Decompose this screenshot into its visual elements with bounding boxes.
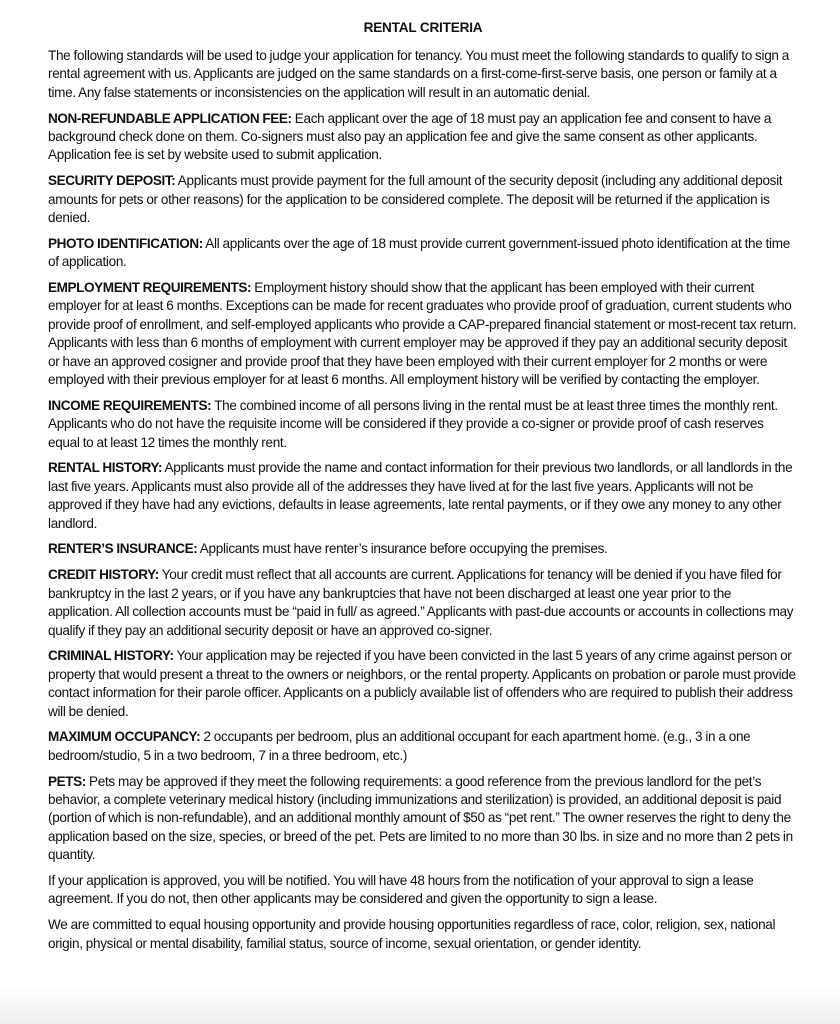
- section-text: Applicants must have renter’s insurance before occupying the premises.: [197, 541, 608, 557]
- equal-housing-paragraph: We are committed to equal housing opportunity and provide housing opportunities regardless of race, color, religion, sex, national origin, physical or mental disability, familial status, source of income, sexual orientation, or gender identity.: [48, 917, 776, 951]
- section-label: EMPLOYMENT REQUIREMENTS:: [48, 280, 252, 296]
- section-credit-history: [48, 566, 798, 640]
- section-text: 2 occupants per bedroom, plus an additional occupant for each apartment home. (e.g., 3 in a one bedroom/studio, 5 in a two bedroom, 7 in a three bedroom, etc.): [48, 729, 751, 763]
- section-label: PETS:: [48, 773, 86, 789]
- section-label: RENTER’S INSURANCE:: [48, 541, 198, 557]
- section-pets: [48, 773, 798, 865]
- section-security-deposit: [48, 172, 798, 227]
- section-text: Applicants must provide payment for the full amount of the security deposit (including any additional deposit amounts for pets or other reasons) for the application to be considered complete. The deposit will be returned if the application is denied.: [48, 173, 783, 226]
- section-photo-identification: [48, 235, 798, 272]
- section-renters-insurance: [48, 540, 798, 558]
- section-label: INCOME REQUIREMENTS:: [48, 397, 212, 413]
- section-text: Each applicant over the age of 18 must pay an application fee and consent to have a background check done on them. Co-signers must also pay an application fee and give the same consent as other applicants. Application fee is set by website used to submit application.: [48, 110, 772, 163]
- section-criminal-history: [48, 647, 798, 721]
- section-label: SECURITY DEPOSIT:: [48, 173, 176, 189]
- section-maximum-occupancy: [48, 728, 798, 765]
- section-label: CREDIT HISTORY:: [48, 567, 159, 583]
- section-text: Employment history should show that the applicant has been employed with their current employer for at least 6 months. Exceptions can be made for recent graduates who provide proof of graduation, current students who provide proof of enrollment, and self-employed applicants who provide a CAP-prepared financial statement or most-recent tax return. Applicants with less than 6 months of employment with current employer may be approved if they pay an additional security deposit or have an approved cosigner and provide proof that they have been employed with their current employer for 2 months or were employed with their previous employer for at least 6 months. All employment history will be verified by contacting the employer.: [48, 280, 797, 388]
- section-employment-requirements: [48, 279, 798, 389]
- section-label: CRIMINAL HISTORY:: [48, 648, 174, 664]
- section-income-requirements: [48, 397, 798, 452]
- section-label: MAXIMUM OCCUPANCY:: [48, 729, 201, 745]
- approval-notice-paragraph: If your application is approved, you will be notified. You will have 48 hours from the notification of your approval to sign a lease agreement. If you do not, then other applicants may be considered and given the opportunity to sign a lease.: [48, 872, 754, 907]
- section-text: All applicants over the age of 18 must provide current government-issued photo identification at the time of application.: [48, 235, 790, 270]
- section-text: Applicants must provide the name and contact information for their previous two landlords, or all landlords in the last five years. Applicants must also provide all of the addresses they have lived at for the last five years. Applicants will not be approved if they have had any evictions, defaults in lease agreements, late rental payments, or if they owe any money to any other landlord.: [48, 460, 793, 531]
- section-text: Your application may be rejected if you have been convicted in the last 5 years of any crime against person or property that would present a threat to the owners or neighbors, or the rental property. Applicants on probation or parole must provide contact information for their parole officer. Applicants on a publicly available list of offenders who are required to publish their address will be denied.: [48, 648, 796, 719]
- section-label: RENTAL HISTORY:: [48, 460, 163, 476]
- document-title: RENTAL CRITERIA: [363, 20, 483, 35]
- section-application-fee: [48, 110, 798, 165]
- section-label: NON-REFUNDABLE APPLICATION FEE:: [48, 110, 292, 126]
- section-text: The combined income of all persons living in the rental must be at least three times the monthly rent. Applicants who do not have the requisite income will be considered if they provide a co-signer or provide proof of cash reserves equal to at least 12 times the monthly rent.: [48, 397, 778, 450]
- section-label: PHOTO IDENTIFICATION:: [48, 235, 203, 251]
- rental-criteria-document: [48, 18, 798, 960]
- intro-paragraph: The following standards will be used to judge your application for tenancy. You must meet the following standards to qualify to sign a rental agreement with us. Applicants are judged on the same standards on a first-come-first-serve basis, one person or family at a time. Any false statements or inconsistencies on the application will result in an automatic denial.: [48, 48, 789, 100]
- section-text: Pets may be approved if they meet the following requirements: a good reference from the previous landlord for the pet’s behavior, a complete veterinary medical history (including immunizations and sterilization) is provided, an additional deposit is paid (portion of which is non-refundable), and an additional monthly amount of $50 as “pet rent.” The owner reserves the right to deny the application based on the size, species, or breed of the pet. Pets are limited to no more than 30 lbs. in size and no more than 2 pets in quantity.: [48, 773, 793, 863]
- section-text: Your credit must reflect that all accounts are current. Applications for tenancy will be denied if you have filed for bankruptcy in the last 2 years, or if you have any bankruptcies that have not been discharged at least one year prior to the application. All collection accounts must be “paid in full/ as agreed.” Applicants with past-due accounts or accounts in collections may qualify if they pay an additional security deposit or have an approved co-signer.: [48, 567, 794, 638]
- section-rental-history: [48, 459, 798, 533]
